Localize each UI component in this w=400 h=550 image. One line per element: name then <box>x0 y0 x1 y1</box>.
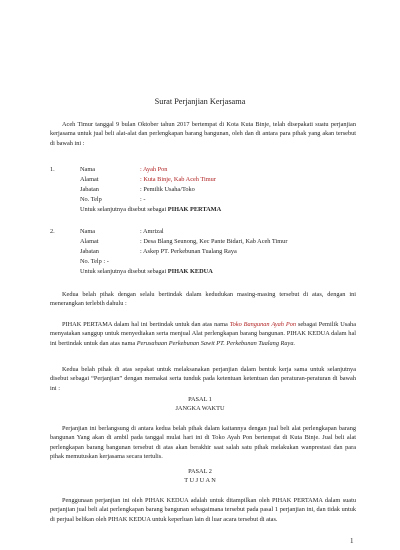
party-1-designation-prefix: Untuk selanjutnya disebut sebagai <box>80 206 168 213</box>
document-title: Surat Perjanjian Kerjasama <box>154 97 246 106</box>
party-1-name-value: : Ayah Pon <box>140 166 168 173</box>
party-roles-company-name: Perusahaan Perkebunan Sawit PT. Perkebunan Tualang Raya. <box>136 339 296 347</box>
party-roles-text-a: PIHAK PERTAMA dalam hal ini bertindak untuk dan atas nama <box>62 321 230 328</box>
party-2-number: 2. <box>50 228 55 235</box>
paragraph-jangka-waktu: Perjanjian ini berlangsung di antara kedua belah pihak dalam kaitannya dengan jual beli alat perlengkapan barang bangunan Yang akan di ambil pada tanggal mulai hari ini di Toko Ayah Pon bertempat di Kuta Binje. Jual beli alat perlengkapan barang bangunan tersebut di atas akan berakhir saat salah satu pihak melakukan wanprestasi dan para pihak memutuskan kerjasama secara tertulis. <box>50 425 356 460</box>
paragraph-party-roles <box>50 320 356 348</box>
party-1-designation-label: PIHAK PERTAMA <box>167 206 222 213</box>
party-2-position-label: Jabatan <box>80 248 99 255</box>
pasal-1-subheading: JANGKA WAKTU <box>175 405 225 412</box>
paragraph-tujuan: Penggunaan perjanjian ini oleh PIHAK KEDUA adalah untuk ditampilkan oleh PIHAK PERTAMA dalam suatu perjanjian jual beli alat perlengkapan barang bangunan sebagaimana tersebut pada pasal 1 perjanjian ini, dan tidak untuk di perjual belikan oleh PIHAK KEDUA untuk keperluan lain di luar acara tersebut di atas. <box>50 497 356 523</box>
party-2-address-value: : Desa Blang Seunong, Kec Pante Bidari, Kab Aceh Timur <box>140 238 288 245</box>
party-2-designation-label: PIHAK KEDUA <box>167 268 213 275</box>
party-2-name-label: Nama <box>80 228 96 235</box>
party-1-phone-value: : - <box>140 196 146 203</box>
party-2-name-value: : Amrizal <box>140 228 164 235</box>
party-2-designation <box>80 268 213 276</box>
page-number: 1 <box>350 537 354 545</box>
party-roles-text-b: sebagai Pemilik Usaha menyatakan sanggup untuk menyediakan serta menjual Alat perlengkapan barang bangunan. PIHAK KEDUA dalam hal ini bertindak untuk dan atas nama <box>50 321 356 347</box>
pasal-2-heading: PASAL 2 <box>188 468 212 475</box>
intro-paragraph: Aceh Timur tanggal 9 bulan Oktober tahun 2017 bertempat di Kota Kuta Binje, telah disepakati suatu perjanjian kerjasama untuk jual beli alat-alat dan perlengkapan barang bangunan, oleh dan di antara para pihak yang akan tersebut di bawah ini : <box>50 121 356 147</box>
pasal-1-heading: PASAL 1 <box>188 396 212 403</box>
paragraph-statement: Kedua belah pihak dengan selalu bertindak dalam kedudukan masing-masing tersebut di atas, dengan ini menerangkan terlebih dahulu : <box>50 291 356 308</box>
party-2-position-value: : Askep PT. Perkebunan Tualang Raya <box>140 248 237 255</box>
party-1-designation <box>80 206 221 214</box>
party-1-phone-label: No. Telp <box>80 196 102 203</box>
party-1-position-value: : Pemilik Usaha/Toko <box>140 186 195 193</box>
party-1-number: 1. <box>50 166 55 173</box>
party-1-name-label: Nama <box>80 166 96 173</box>
party-2-designation-prefix: Untuk selanjutnya disebut sebagai <box>80 268 168 275</box>
party-1-address-label: Alamat <box>80 176 99 183</box>
pasal-2-subheading: T U J U A N <box>184 477 216 484</box>
party-roles-store-name: Toko Bangunan Ayah Pon <box>229 321 297 328</box>
party-1-position-label: Jabatan <box>80 186 99 193</box>
party-2-address-label: Alamat <box>80 238 99 245</box>
paragraph-agreement: Kedua belah pihak di atas sepakat untuk melaksanakan perjanjian dalam bentuk kerja sama untuk selanjutnya disebut sebagai “Perjanjian” dengan memakai serta tunduk pada ketentuan ketentuan dan peraturan-peraturan di bawah ini : <box>50 366 356 392</box>
party-1-address-value: : Kuta Binje, Kab Aceh Timur <box>140 176 216 183</box>
party-2-phone: No. Telp : - <box>80 258 109 265</box>
